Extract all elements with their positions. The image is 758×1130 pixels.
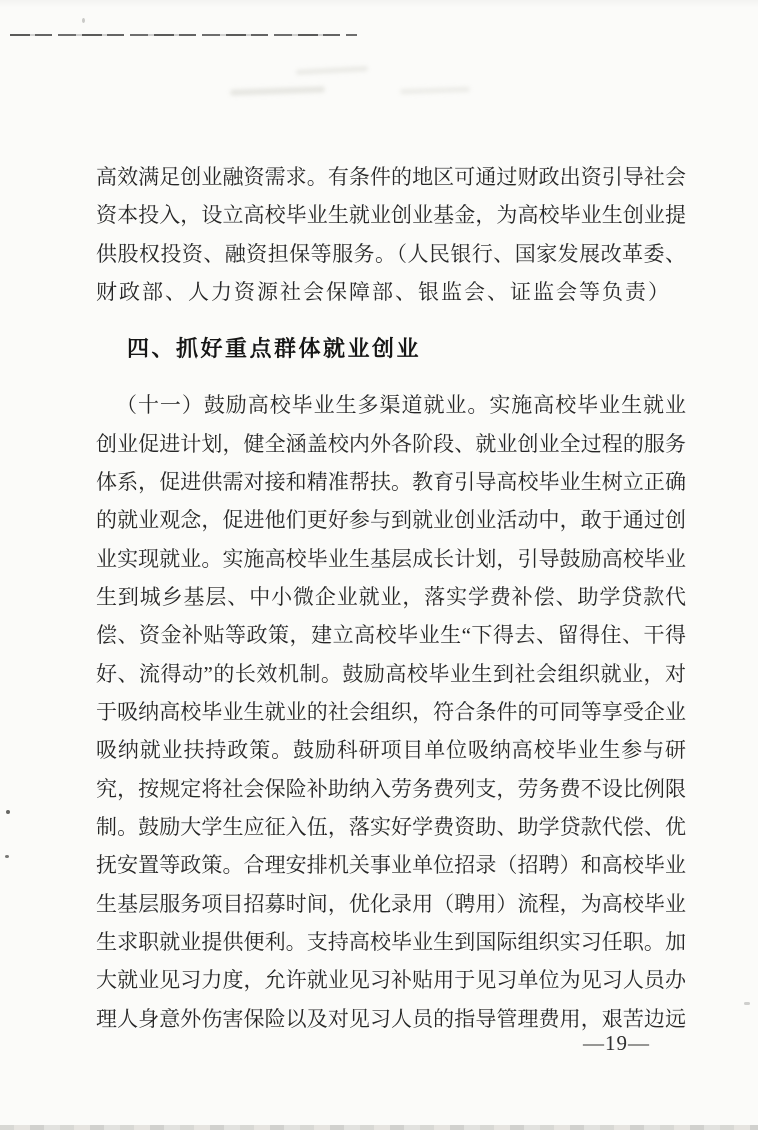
text-line: 高效满足创业融资需求。有条件的地区可通过财政出资引导社会 <box>96 165 686 189</box>
text-line: 创业促进计划，健全涵盖校内外各阶段、就业创业全过程的服务 <box>96 431 686 456</box>
scan-ghost-mark <box>400 87 470 94</box>
text-line: 体系，促进供需对接和精准帮扶。教育引导高校毕业生树立正确 <box>96 469 686 494</box>
scan-speck <box>6 810 10 814</box>
text-line: 吸纳就业扶持政策。鼓励科研项目单位吸纳高校毕业生参与研 <box>96 738 686 763</box>
scan-artifact-line <box>10 34 357 36</box>
text-line: 偿、资金补贴等政策，建立高校毕业生“下得去、留得住、干得 <box>96 623 686 648</box>
text-line: 业实现就业。实施高校毕业生基层成长计划，引导鼓励高校毕业 <box>96 546 686 571</box>
scan-edge-shade <box>0 0 758 8</box>
text-line: 资本投入，设立高校毕业生就业创业基金，为高校毕业生创业提 <box>96 203 686 228</box>
document-text <box>96 158 686 1038</box>
text-line: 生到城乡基层、中小微企业就业，落实学费补偿、助学贷款代 <box>96 584 686 609</box>
scan-ghost-mark <box>296 66 368 75</box>
text-line: 生基层服务项目招募时间，优化录用（聘用）流程，为高校毕业 <box>96 891 686 916</box>
text-line: 大就业见习力度，允许就业见习补贴用于见习单位为见习人员办 <box>96 968 686 993</box>
scan-bottom-noise <box>0 1125 758 1130</box>
text-line: 于吸纳高校毕业生就业的社会组织，符合条件的可同等享受企业 <box>96 699 686 724</box>
text-line: 好、流得动”的长效机制。鼓励高校毕业生到社会组织就业，对 <box>96 661 686 686</box>
scan-speck <box>82 18 85 23</box>
page-number: —19— <box>583 1031 650 1055</box>
text-line: 究，按规定将社会保险补助纳入劳务费列支，劳务费不设比例限 <box>96 776 686 801</box>
text-line: 供股权投资、融资担保等服务。（人民银行、国家发展改革委、 <box>96 241 686 266</box>
scan-speck <box>5 855 9 858</box>
scan-ghost-mark <box>230 86 325 95</box>
text-line: 的就业观念，促进他们更好参与到就业创业活动中，敢于通过创 <box>96 508 686 533</box>
text-line: 生求职就业提供便利。支持高校毕业生到国际组织实习任职。加 <box>96 930 686 955</box>
text-line: 理人身意外伤害保险以及对见习人员的指导管理费用，艰苦边远 <box>96 1006 686 1031</box>
text-line: 制。鼓励大学生应征入伍，落实好学费资助、助学贷款代偿、优 <box>96 815 686 839</box>
scan-speck <box>744 1002 750 1005</box>
text-line: 抚安置等政策。合理安排机关事业单位招录（招聘）和高校毕业 <box>96 853 686 878</box>
section-heading: 四、抓好重点群体就业创业 <box>127 335 422 361</box>
text-line: 财政部、人力资源社会保障部、银监会、证监会等负责） <box>96 280 671 305</box>
text-line: （十一）鼓励高校毕业生多渠道就业。实施高校毕业生就业 <box>116 393 686 418</box>
